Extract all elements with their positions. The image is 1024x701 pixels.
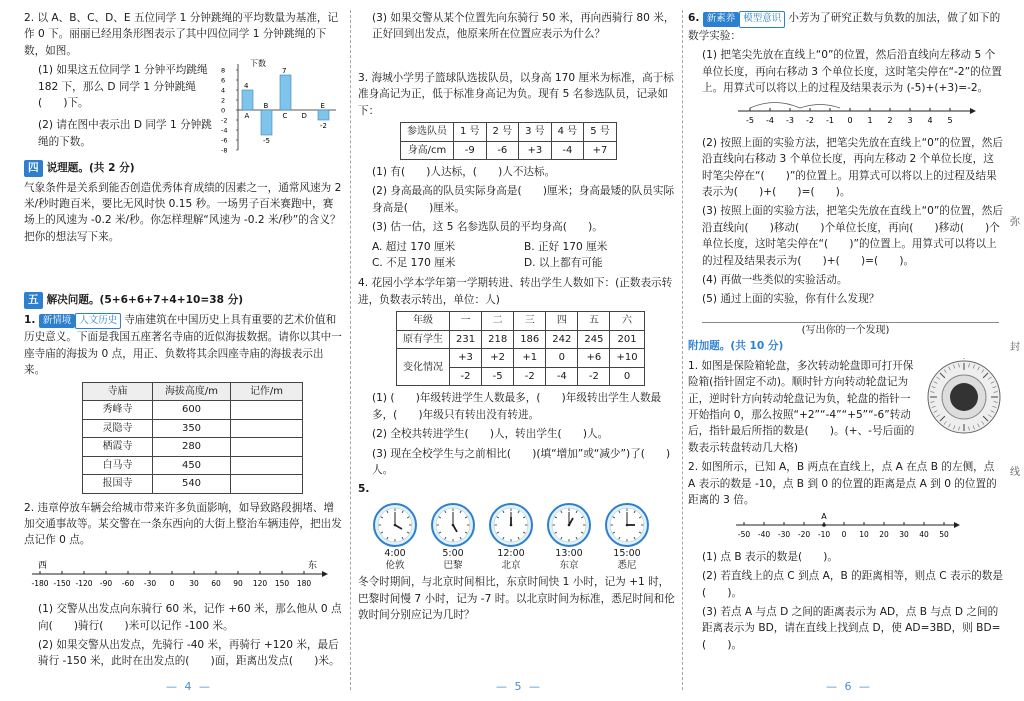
bonus-q2: 2. 如图所示，已知 A，B 两点在直线上，点 A 在点 B 的左侧，点 A 表示的数是 -10，点 B 到 0 的位置的距离是点 A 到 0 的位置的距离的 3 倍。 [688,461,997,506]
grade-cell: 0 [610,367,644,386]
page-6-column [688,10,1003,670]
q2-part2: (2) 请在图中表示出 D 同学 1 分钟跳绳的下数。 [38,119,212,148]
option-b[interactable]: B. 正好 170 厘米 [524,240,608,253]
bonus-title: 附加题。(共 10 分) [688,340,784,353]
bonus-q2-part2: (2) 若直线上的点 C 到点 A，B 的距离相等，则点 C 表示的数是( )。 [702,570,1003,599]
category-label: B [263,102,269,111]
q2-intro: 2. 以 A、B、C、D、E 五位同学 1 分钟跳绳的平均数量为基准，记作 0 下。丽丽已经用条形图表示了其中四位同学 1 分钟跳绳的下数，如图。 [24,12,339,57]
temple-header: 记作/m [231,382,303,401]
axis-arrow [970,108,976,114]
q6-part3: (3) 按照上面的实验方法，把笔尖先放在直线上“0”的位置，然后沿直线向( )移动( )个单位长度，再向( )移动( )个单位长度，这时笔尖停在“( )”的位置上。用算式可以将以上的过程及结果表示为( )+( )=( )。 [702,205,1003,267]
clock-city: 巴黎 [443,560,463,572]
temple-altitude: 280 [153,438,231,457]
grade-cell: 0 [546,349,578,368]
table-row [83,456,303,475]
axis-arrow [954,522,960,528]
point-a-label: A [821,512,827,522]
q5-1-text: 寺庙建筑在中国历史上具有重要的艺术价值和历史意义。下面是我国五座著名寺庙的近似海拔数据。请你以其中一座寺庙的海拔为 0 点，用正、负数将其余四座寺庙的海拔表示出来。 [24,313,342,377]
grade-cell: 242 [546,330,578,349]
grade-cell: 231 [450,330,482,349]
axis-tick-label: -5 [746,116,754,126]
axis-tick-label: 10 [859,530,869,540]
axis-tick-label: 60 [211,578,221,588]
bar [261,110,272,135]
clock-time: 12:00 [497,547,525,559]
axis-tick-label: 0 [847,116,853,126]
table-row [83,419,303,438]
y-tick-label: -2 [221,116,228,125]
page-number-4: — 4 — [166,680,212,693]
clock-time: 4:00 [384,547,406,559]
axis-tick-label: -30 [777,530,791,540]
q6-part4: (4) 再做一些类似的实验活动。 [702,274,848,286]
y-tick-label: 0 [221,106,226,115]
axis-tick-label: -20 [797,530,811,540]
grade-cell: +2 [482,349,514,368]
clock-beijing [488,502,534,573]
axis-tick-label: -60 [121,578,135,588]
axis-tick-label: 0 [169,578,175,588]
bar [242,90,253,110]
axis-tick-label: -90 [99,578,113,588]
temple-altitude: 350 [153,419,231,438]
section-5-badge: 五 [24,292,43,308]
axis-tick-label: 90 [233,578,243,588]
axis-arrow [322,571,328,577]
height-header: 2 号 [486,123,519,142]
move-arc [800,105,840,109]
axis-tick-label: -10 [817,530,831,540]
q5-text: 冬令时期间，与北京时间相比，东京时间快 1 小时，记为 +1 时，巴黎时间慢 7 小时，记为 -7 时。以北京时间为标准，悉尼时间和伦敦时间分别应记为几时？ [358,576,675,622]
table-row [397,330,645,349]
grade-header: 六 [610,312,644,331]
section-5-title: 解决问题。(5+6+6+7+4+10=38 分) [46,294,244,307]
grade-cell: +3 [450,349,482,368]
axis-tick-label: 30 [899,530,909,540]
grade-cell: -5 [482,367,514,386]
page-4-column [24,10,342,670]
y-tick-label: 4 [221,86,226,95]
answer-cell[interactable] [231,456,303,475]
grade-cell: +10 [610,349,644,368]
grade-table [396,311,645,386]
y-tick-label: 6 [221,76,226,85]
clock-center [626,523,629,526]
clock-center [510,523,513,526]
q6-text: 小芳为了研究正数与负数的加法，做了如下的数学实验： [688,12,1001,42]
grade-cell: -4 [546,367,578,386]
clock-city: 东京 [559,560,579,572]
axis-tick-label: -120 [75,578,93,588]
page-divider [350,10,351,690]
section-4-title: 说理题。(共 2 分) [46,162,135,175]
axis-tick-label: -2 [806,116,814,126]
grade-cell: +6 [578,349,610,368]
page-number-6: — 6 — [826,680,872,693]
table-row [397,349,645,368]
table-row [83,475,303,494]
height-header: 5 号 [584,123,617,142]
number-line-minus5-5 [730,99,1003,129]
axis-tick-label: 4 [927,116,933,126]
grade-header: 五 [578,312,610,331]
temple-name: 灵隐寺 [83,419,153,438]
clock-sydney [604,502,650,573]
table-row [83,401,303,420]
q3-part3: (3) 估一估，这 5 名参选队员的平均身高( )。 [372,221,603,234]
y-tick-label: 8 [221,66,226,75]
data-label: -5 [263,137,270,146]
y-tick-label: -8 [221,146,228,155]
page-number-5: — 5 — [496,680,542,693]
q3-part1: (1) 有( )人达标，( )人不达标。 [372,166,556,179]
height-header: 3 号 [519,123,552,142]
axis-tick-label: 120 [252,578,268,588]
axis-tick-label: -30 [143,578,157,588]
q6-header [688,10,1003,44]
axis-tick-label: 30 [189,578,199,588]
q3-part2: (2) 身高最高的队员实际身高是( )厘米；身高最矮的队员实际身高是( )厘米。 [372,185,675,214]
clock-paris [430,502,476,573]
height-cell: +7 [584,141,617,160]
tag-new-context: 新情境 [39,314,76,329]
axis-tick-label: -180 [31,578,49,588]
axis-tick-label: 3 [907,116,913,126]
temple-header: 海拔高度/m [153,382,231,401]
bar [318,110,329,120]
clock-icon [430,502,476,548]
page-divider [682,10,683,690]
axis-tick-label: 0 [841,530,847,540]
answer-cell[interactable] [231,475,303,494]
dial-pointer [960,358,968,359]
temple-name: 栖霞寺 [83,438,153,457]
clock-city: 伦敦 [385,560,405,572]
axis-tick-label: 150 [274,578,290,588]
clock-time: 15:00 [613,547,641,559]
answer-cell[interactable] [231,419,303,438]
temple-altitude: 540 [153,475,231,494]
page-5-column [358,10,676,670]
tag-model: 模型意识 [739,11,785,28]
data-label: 7 [282,67,287,76]
temple-name: 白马寺 [83,456,153,475]
grade-cell: 218 [482,330,514,349]
data-label: 4 [244,82,249,91]
answer-cell[interactable] [231,401,303,420]
clock-icon [372,502,418,548]
category-label: C [282,112,288,121]
q3-options-row [358,239,676,255]
safe-dial-icon [925,358,1003,436]
grade-cell: +1 [514,349,546,368]
q6-part2: (2) 按照上面的实验方法，把笔尖先放在直线上“0”的位置，然后沿直线向右移动 3 个单位长度，再向左移动 2 个单位长度，这时笔尖停在“( )”的位置上。用算式可以将以上的过程及结果表示为( )+( )=( )。 [702,136,1003,198]
section-5-header [24,292,342,308]
clock-london [372,502,418,573]
y-tick-label: 2 [221,96,226,105]
section-4-header [24,160,342,176]
q4-text: 4. 花园小学本学年第一学期转进、转出学生人数如下：(正数表示转进，负数表示转出，单位：人) [358,277,673,306]
q5-1: 1. 新情境 人文历史 寺庙建筑在中国历史上具有重要的艺术价值和历史意义。下面是我国五座著名寺庙的近似海拔数据。请你以其中一座寺庙的海拔为 0 点，用正、负数将其余四座寺庙的海拔表示出来。 [24,313,342,377]
grade-header: 一 [450,312,482,331]
q6-hint: (写出你的一个发现) [801,324,890,336]
axis-tick-label: -150 [53,578,71,588]
grade-cell: 201 [610,330,644,349]
option-c[interactable]: C. 不足 170 厘米 [372,257,456,270]
seal-char: 弥 [1010,217,1020,228]
grade-header: 四 [546,312,578,331]
tag-new-literacy: 新素养 [703,12,740,27]
table-row [83,438,303,457]
clock-tokyo [546,502,592,573]
grade-header: 三 [514,312,546,331]
temple-altitude: 600 [153,401,231,420]
clock-city: 悉尼 [617,560,637,572]
axis-tick-label: -40 [757,530,771,540]
q4-part1: (1) ( )年级转进学生人数最多，( )年级转出学生人数最多，( )年级只有转出没有转进。 [372,392,662,421]
answer-cell[interactable] [231,438,303,457]
bonus-q2-part3: (3) 若点 A 与点 D 之间的距离表示为 AD，点 B 与点 D 之间的距离表示为 BD，请在直线上找到点 D，使 AD=3BD，则 BD=( )。 [702,606,1001,651]
height-table [400,122,617,160]
clock-center [394,523,397,526]
temple-table [82,382,303,494]
seal-char: 封 [1010,342,1020,353]
grade-cell: 245 [578,330,610,349]
clock-icon [488,502,534,548]
q6-part1: (1) 把笔尖先放在直线上“0”的位置，然后沿直线向左移动 5 个单位长度，再向右移动 3 个单位长度，这时笔尖停在“-2”的位置上。用算式可以将以上的过程及结果表示为 (-5)+(+3)=-2。 [702,49,1002,94]
axis-tick-label: 40 [919,530,929,540]
q4-part2: (2) 全校共转进学生( )人，转出学生( )人。 [372,428,609,441]
grade-cell: 变化情况 [397,349,450,386]
bonus-q2-part1: (1) 点 B 表示的数是( )。 [702,550,838,563]
bar [280,75,291,110]
grade-cell: -2 [450,367,482,386]
axis-tick-label: -50 [737,530,751,540]
q5-2-text: 2. 违章停放车辆会给城市带来许多负面影响，如导致路段拥堵、增加交通事故等。某交警在一条东西向的大街上整治车辆违停，把出发点记作 0 点。 [24,501,342,547]
clock-time: 5:00 [442,547,464,559]
axis-tick-label: -1 [826,116,834,126]
q5-number: 5. [358,483,370,496]
dial-knob [950,383,978,411]
temple-altitude: 450 [153,456,231,475]
point-a [822,524,826,528]
move-arc [750,103,800,109]
q3-options-row [358,255,676,271]
grade-cell: 186 [514,330,546,349]
option-d[interactable]: D. 以上都有可能 [524,257,603,270]
y-tick-label: -6 [221,136,228,145]
temple-name: 报国寺 [83,475,153,494]
height-header: 4 号 [551,123,584,142]
axis-tick-label: -3 [786,116,794,126]
axis-tick-label: 20 [879,530,889,540]
category-label: E [320,102,325,111]
height-cell: -4 [551,141,584,160]
grade-header: 二 [482,312,514,331]
category-label: D [301,112,307,121]
axis-tick-label: 2 [887,116,893,126]
clock-icon [604,502,650,548]
q5-2-part1: (1) 交警从出发点向东骑行 60 米，记作 +60 米，那么他从 0 点向( )骑行( )米可以记作 -100 米。 [38,603,342,632]
chart-title: 下数 [250,59,266,69]
grade-cell: 原有学生 [397,330,450,349]
axis-tick-label: 50 [939,530,949,540]
clock-city: 北京 [501,560,521,572]
grade-cell: -2 [578,367,610,386]
tag-history: 人文历史 [75,313,121,330]
axis-tick-label: 5 [947,116,953,126]
number-line-minus50-50 [728,511,1003,543]
seal-char: 线 [1010,467,1020,478]
section-4-text: 气象条件是关系到能否创造优秀体育成绩的因素之一，通常风速为 2 米/秒时跑百米，要比无风时快 0.15 秒。一场男子百米赛跑中，赛场上的风速为 -0.2 米/秒。你怎样理解“风速为 -0.2 米/秒”的含义？把你的想法写下来。 [24,181,342,243]
q6-number: 6. [688,12,700,24]
grade-header: 年级 [397,312,450,331]
axis-tick-label: 180 [296,578,312,588]
temple-name: 秀峰寺 [83,401,153,420]
height-header: 1 号 [454,123,487,142]
axis-tick-label: 1 [867,116,873,126]
east-west-number-line [24,558,342,594]
category-label: A [244,112,250,121]
clock-icon [546,502,592,548]
y-tick-label: -4 [221,126,228,135]
q2-part1: (1) 如果这五位同学 1 分钟平均跳绳 182 下，那么 D 同学 1 分钟跳绳( )下。 [38,64,208,110]
q4-part3: (3) 现在全校学生与之前相比( )(填“增加”或“减少”)了( )人。 [372,447,671,476]
q3-text: 3. 海城小学男子篮球队选拔队员，以身高 170 厘米为标准，高于标准身高记为正，低于标准身高记为负。现有 5 名参选队员，记录如下： [358,71,674,117]
east-label: 东 [308,560,318,571]
grade-cell: -2 [514,367,546,386]
world-clocks [372,502,676,573]
q5-2-part2: (2) 如果交警从出发点，先骑行 -40 米，再骑行 +120 米，最后骑行 -150 米，此时在出发点的( )面，距离出发点( )米。 [38,639,340,668]
table-row [401,141,617,160]
clock-center [452,523,455,526]
clock-center [568,523,571,526]
jump-rope-bar-chart [220,58,340,154]
q3-part3-traffic: (3) 如果交警从某个位置先向东骑行 50 米，再向西骑行 80 米，正好回到出发点，他原来所在位置应表示为什么？ [372,12,675,41]
height-cell: 身高/cm [401,141,454,160]
west-label: 西 [38,560,48,571]
height-header: 参选队员 [401,123,454,142]
axis-tick-label: -4 [766,116,774,126]
bonus-q1: 1. 如图是保险箱轮盘，多次转动轮盘即可打开保险箱(指针固定不动)。顺时针方向转动轮盘记为正，逆时针方向转动轮盘记为负，轮盘的指针一开始指向 0，那么按照“+2”“-4”“+5”“-6”转动后，指针最后所指的数是( )。(+、-号后面的数表示转盘转动几大格) [688,359,915,454]
height-cell: +3 [519,141,552,160]
height-cell: -9 [454,141,487,160]
clock-time: 13:00 [555,547,583,559]
data-label: -2 [320,122,327,131]
height-cell: -6 [486,141,519,160]
temple-header: 寺庙 [83,382,153,401]
q6-part5: (5) 通过上面的实验，你有什么发现？ [702,293,880,306]
section-4-badge: 四 [24,160,43,176]
option-a[interactable]: A. 超过 170 厘米 [372,240,456,253]
